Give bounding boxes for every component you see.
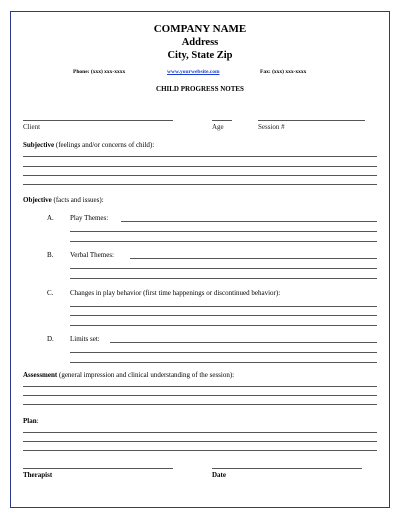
plan-heading (23, 417, 39, 425)
objective-item-d-text: Limits set: (70, 335, 100, 343)
company-name: COMPANY NAME (153, 23, 247, 35)
objective-item-b-text: Verbal Themes: (70, 251, 114, 259)
objective-label: Objective (23, 196, 52, 204)
verbal-themes-line[interactable] (70, 278, 377, 279)
play-themes-line[interactable] (121, 221, 377, 222)
subjective-heading (23, 141, 154, 149)
therapist-signature-line[interactable] (23, 468, 173, 469)
plan-line[interactable] (23, 441, 377, 442)
objective-item-a-marker: A. (47, 214, 54, 222)
therapist-label: Therapist (23, 471, 53, 479)
limits-set-line[interactable] (70, 352, 377, 353)
objective-hint: (facts and issues): (53, 196, 104, 204)
age-field-line[interactable] (212, 120, 232, 121)
subjective-line[interactable] (23, 156, 377, 157)
session-field-line[interactable] (258, 120, 365, 121)
objective-item-a-text: Play Themes: (70, 214, 109, 222)
objective-item-d-marker: D. (47, 335, 54, 343)
company-address: Address (181, 37, 219, 48)
assessment-label: Assessment (23, 371, 58, 379)
date-label: Date (212, 471, 226, 479)
assessment-line[interactable] (23, 404, 377, 405)
age-label: Age (212, 123, 224, 131)
limits-set-line[interactable] (70, 362, 377, 363)
objective-item-c-text: Changes in play behavior (first time happenings or discontinued behavior): (70, 289, 281, 297)
objective-item-b-marker: B. (47, 251, 54, 259)
client-field-line[interactable] (23, 120, 173, 121)
website-link[interactable]: www.yourwebsite.com (167, 69, 220, 75)
client-label: Client (23, 123, 41, 131)
verbal-themes-line[interactable] (130, 258, 377, 259)
subjective-line[interactable] (23, 166, 377, 167)
plan-line[interactable] (23, 432, 377, 433)
plan-label: Plan (23, 417, 37, 425)
form-title: CHILD PROGRESS NOTES (156, 85, 244, 93)
date-field-line[interactable] (212, 468, 362, 469)
limits-set-line[interactable] (110, 342, 377, 343)
subjective-line[interactable] (23, 184, 377, 185)
assessment-line[interactable] (23, 395, 377, 396)
play-themes-line[interactable] (70, 241, 377, 242)
assessment-line[interactable] (23, 386, 377, 387)
objective-item-c-marker: C. (47, 289, 54, 297)
subjective-hint: (feelings and/or concerns of child): (55, 141, 155, 149)
play-behavior-line[interactable] (70, 315, 377, 316)
subjective-line[interactable] (23, 175, 377, 176)
objective-heading (23, 196, 104, 204)
play-behavior-line[interactable] (70, 325, 377, 326)
verbal-themes-line[interactable] (70, 268, 377, 269)
subjective-label: Subjective (23, 141, 55, 149)
fax-number: Fax: (xxx) xxx-xxxx (260, 69, 307, 75)
play-themes-line[interactable] (70, 231, 377, 232)
plan-line[interactable] (23, 450, 377, 451)
company-city-state-zip: City, State Zip (167, 50, 233, 61)
plan-hint: : (36, 417, 39, 425)
play-behavior-line[interactable] (70, 306, 377, 307)
session-label: Session # (258, 123, 285, 131)
phone-number: Phone: (xxx) xxx-xxxx (73, 69, 126, 75)
assessment-hint: (general impression and clinical understanding of the session): (58, 371, 235, 379)
assessment-heading (23, 371, 234, 379)
